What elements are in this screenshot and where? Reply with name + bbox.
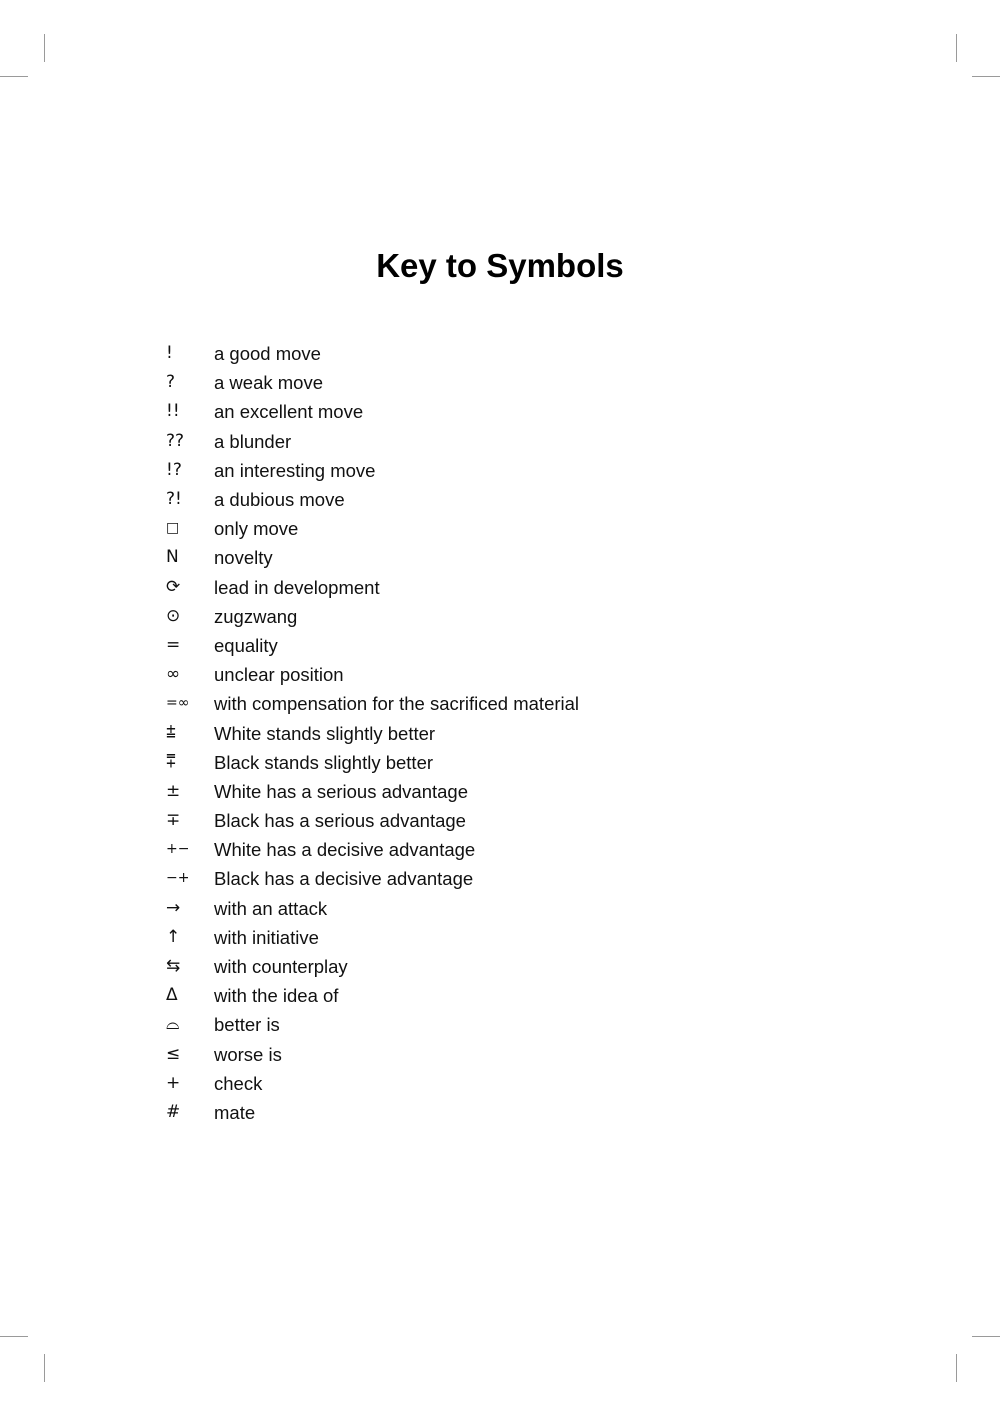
- symbol-row: [166, 1040, 579, 1069]
- symbol-meaning: with initiative: [214, 926, 319, 948]
- symbol-glyph: ↑: [166, 926, 181, 947]
- symbol-row: [166, 602, 579, 631]
- symbol-glyph: ±: [166, 780, 181, 801]
- symbol-meaning: equality: [214, 634, 278, 656]
- symbol-glyph: !?: [166, 459, 182, 480]
- symbol-row: [166, 660, 579, 689]
- crop-mark-bottom-left-vertical: [44, 1354, 45, 1382]
- symbol-row: [166, 748, 579, 777]
- symbol-glyph: !!: [166, 401, 180, 422]
- symbol-row: [166, 368, 579, 397]
- symbol-row: [166, 923, 579, 952]
- symbol-glyph: #: [166, 1101, 181, 1122]
- symbol-meaning: a good move: [214, 343, 321, 365]
- symbol-meaning: lead in development: [214, 576, 380, 598]
- crop-mark-bottom-right-horizontal: [972, 1336, 1000, 1337]
- symbol-meaning: White has a decisive advantage: [214, 839, 476, 861]
- symbol-row: [166, 427, 579, 456]
- symbol-row: [166, 894, 579, 923]
- symbol-glyph: ??: [166, 430, 185, 451]
- symbol-row: [166, 573, 579, 602]
- symbol-meaning: with the idea of: [214, 985, 339, 1007]
- symbol-meaning: zugzwang: [214, 605, 298, 627]
- symbol-glyph: ⟳: [166, 576, 181, 597]
- symbol-row: [166, 835, 579, 864]
- symbol-meaning: unclear position: [214, 664, 344, 686]
- symbol-meaning: novelty: [214, 547, 273, 569]
- symbol-meaning: only move: [214, 518, 299, 540]
- page-title: Key to Symbols: [376, 247, 624, 284]
- symbol-row: [166, 631, 579, 660]
- symbol-meaning: a weak move: [214, 372, 323, 394]
- symbol-glyph: ∞: [166, 664, 181, 685]
- symbol-meaning: mate: [214, 1101, 256, 1123]
- symbol-row: [166, 777, 579, 806]
- symbol-glyph: +−: [166, 841, 190, 858]
- symbol-glyph: ≤: [166, 1043, 181, 1064]
- symbol-meaning: check: [214, 1072, 263, 1094]
- symbol-glyph: −+: [166, 870, 190, 887]
- symbol-meaning: an excellent move: [214, 401, 364, 423]
- symbol-row: [166, 806, 579, 835]
- symbol-row: [166, 456, 579, 485]
- symbol-row: [166, 339, 579, 368]
- symbol-meaning: Black stands slightly better: [214, 751, 434, 773]
- crop-mark-bottom-left-horizontal: [0, 1336, 28, 1337]
- symbol-meaning: Black has a decisive advantage: [214, 868, 474, 890]
- symbol-glyph: N: [166, 547, 179, 568]
- symbol-row: [166, 1069, 579, 1098]
- symbol-meaning: with compensation for the sacrificed material: [214, 693, 580, 715]
- symbol-glyph: !: [166, 343, 173, 364]
- symbol-row: [166, 952, 579, 981]
- symbol-meaning: worse is: [214, 1043, 282, 1065]
- symbol-glyph: ⩲: [166, 722, 176, 743]
- symbol-row: [166, 543, 579, 572]
- symbol-glyph: ⊙: [166, 605, 181, 626]
- crop-mark-top-right-vertical: [956, 34, 957, 62]
- symbol-row: [166, 689, 579, 718]
- symbol-glyph: ⩱: [166, 751, 176, 772]
- symbol-meaning: White stands slightly better: [214, 722, 436, 744]
- crop-mark-top-left-horizontal: [0, 76, 28, 77]
- symbol-row: [166, 718, 579, 747]
- symbol-glyph: ?!: [166, 489, 182, 510]
- symbol-list: [166, 339, 579, 1127]
- symbol-glyph: ∓: [166, 810, 181, 831]
- symbol-row: [166, 1010, 579, 1039]
- symbol-meaning: Black has a serious advantage: [214, 810, 466, 832]
- crop-mark-bottom-right-vertical: [956, 1354, 957, 1382]
- symbol-meaning: a dubious move: [214, 489, 345, 511]
- symbol-glyph: =: [166, 634, 181, 655]
- symbol-row: [166, 485, 579, 514]
- symbol-row: [166, 1098, 579, 1127]
- symbol-glyph: =∞: [166, 695, 190, 712]
- symbol-glyph: ⌓: [166, 1014, 180, 1035]
- symbol-glyph: +: [166, 1072, 181, 1093]
- symbol-row: [166, 514, 579, 543]
- symbol-row: [166, 397, 579, 426]
- symbol-row: [166, 864, 579, 893]
- symbol-meaning: with an attack: [214, 897, 328, 919]
- symbol-glyph: □: [166, 520, 180, 537]
- symbol-meaning: with counterplay: [214, 956, 348, 978]
- symbol-glyph: ⇆: [166, 956, 181, 977]
- symbol-glyph: ?: [166, 372, 176, 393]
- symbol-row: [166, 981, 579, 1010]
- crop-mark-top-right-horizontal: [972, 76, 1000, 77]
- symbol-glyph: →: [166, 897, 181, 918]
- crop-mark-top-left-vertical: [44, 34, 45, 62]
- symbol-meaning: a blunder: [214, 430, 292, 452]
- symbol-meaning: better is: [214, 1014, 280, 1036]
- symbol-meaning: White has a serious advantage: [214, 780, 469, 802]
- symbol-glyph: Δ: [166, 985, 178, 1006]
- symbol-meaning: an interesting move: [214, 459, 376, 481]
